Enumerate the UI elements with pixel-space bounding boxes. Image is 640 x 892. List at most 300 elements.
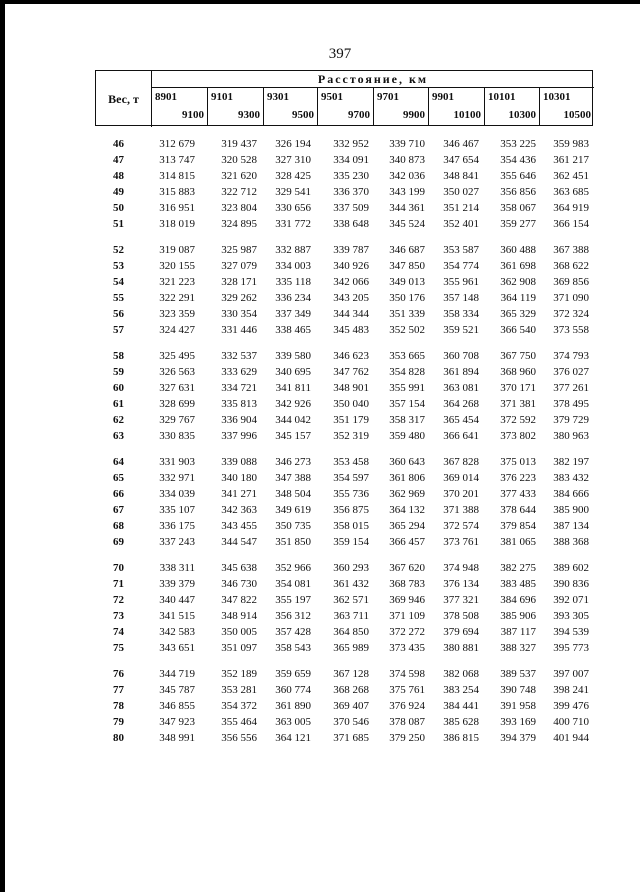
value-cell: 393 169	[500, 716, 536, 728]
value-cell: 334 039	[159, 488, 195, 500]
range-from: 9901	[432, 91, 454, 103]
value-cell: 358 543	[275, 642, 311, 654]
weight-cell: 55	[113, 292, 124, 304]
value-cell: 361 698	[500, 260, 536, 272]
value-cell: 373 558	[553, 324, 589, 336]
value-cell: 379 729	[553, 414, 589, 426]
table-row	[95, 698, 593, 715]
value-cell: 378 508	[443, 610, 479, 622]
value-cell: 350 027	[443, 186, 479, 198]
value-cell: 350 176	[389, 292, 425, 304]
value-cell: 371 685	[333, 732, 369, 744]
value-cell: 354 372	[221, 700, 257, 712]
value-cell: 376 027	[553, 366, 589, 378]
value-cell: 360 774	[275, 684, 311, 696]
value-cell: 337 509	[333, 202, 369, 214]
value-cell: 331 772	[275, 218, 311, 230]
weight-cell: 70	[113, 562, 124, 574]
value-cell: 344 719	[159, 668, 195, 680]
value-cell: 345 483	[333, 324, 369, 336]
value-cell: 377 261	[553, 382, 589, 394]
value-cell: 334 091	[333, 154, 369, 166]
value-cell: 372 272	[389, 626, 425, 638]
value-cell: 360 643	[389, 456, 425, 468]
value-cell: 332 971	[159, 472, 195, 484]
value-cell: 381 065	[500, 536, 536, 548]
value-cell: 373 761	[443, 536, 479, 548]
value-cell: 339 580	[275, 350, 311, 362]
table-row	[95, 518, 593, 535]
value-cell: 395 773	[553, 642, 589, 654]
value-cell: 383 432	[553, 472, 589, 484]
value-cell: 367 128	[333, 668, 369, 680]
value-cell: 388 368	[553, 536, 589, 548]
value-cell: 351 214	[443, 202, 479, 214]
value-cell: 384 696	[500, 594, 536, 606]
table-row	[95, 428, 593, 445]
table-row	[95, 216, 593, 233]
value-cell: 351 179	[333, 414, 369, 426]
table-row	[95, 200, 593, 217]
value-cell: 330 835	[159, 430, 195, 442]
value-cell: 397 007	[553, 668, 589, 680]
value-cell: 365 989	[333, 642, 369, 654]
value-cell: 375 761	[389, 684, 425, 696]
value-cell: 352 502	[389, 324, 425, 336]
value-cell: 335 107	[159, 504, 195, 516]
range-header-5	[429, 88, 485, 126]
value-cell: 382 275	[500, 562, 536, 574]
value-cell: 363 005	[275, 716, 311, 728]
value-cell: 312 679	[159, 138, 195, 150]
value-cell: 369 856	[553, 276, 589, 288]
value-cell: 349 013	[389, 276, 425, 288]
value-cell: 362 969	[389, 488, 425, 500]
value-cell: 348 914	[221, 610, 257, 622]
value-cell: 338 311	[159, 562, 195, 574]
value-cell: 373 435	[389, 642, 425, 654]
range-from: 9301	[267, 91, 289, 103]
value-cell: 330 656	[275, 202, 311, 214]
value-cell: 327 079	[221, 260, 257, 272]
table-row	[95, 274, 593, 291]
value-cell: 351 097	[221, 642, 257, 654]
value-cell: 366 154	[553, 218, 589, 230]
table-header	[95, 70, 593, 126]
value-cell: 385 900	[553, 504, 589, 516]
value-cell: 353 665	[389, 350, 425, 362]
value-cell: 376 134	[443, 578, 479, 590]
value-cell: 361 217	[553, 154, 589, 166]
weight-cell: 58	[113, 350, 124, 362]
value-cell: 374 793	[553, 350, 589, 362]
value-cell: 342 066	[333, 276, 369, 288]
table-row	[95, 290, 593, 307]
value-cell: 338 465	[275, 324, 311, 336]
range-to: 9100	[182, 109, 204, 121]
value-cell: 364 132	[389, 504, 425, 516]
value-cell: 339 088	[221, 456, 257, 468]
value-cell: 320 528	[221, 154, 257, 166]
value-cell: 394 539	[553, 626, 589, 638]
page-number: 397	[328, 46, 352, 62]
value-cell: 325 987	[221, 244, 257, 256]
value-cell: 326 194	[275, 138, 311, 150]
value-cell: 367 388	[553, 244, 589, 256]
value-cell: 340 180	[221, 472, 257, 484]
value-cell: 342 363	[221, 504, 257, 516]
value-cell: 346 467	[443, 138, 479, 150]
value-cell: 377 321	[443, 594, 479, 606]
value-cell: 313 747	[159, 154, 195, 166]
value-cell: 391 958	[500, 700, 536, 712]
weight-cell: 48	[113, 170, 124, 182]
value-cell: 350 040	[333, 398, 369, 410]
value-cell: 356 556	[221, 732, 257, 744]
weight-cell: 56	[113, 308, 124, 320]
value-cell: 321 223	[159, 276, 195, 288]
range-to: 9300	[238, 109, 260, 121]
value-cell: 352 401	[443, 218, 479, 230]
value-cell: 329 541	[275, 186, 311, 198]
value-cell: 345 638	[221, 562, 257, 574]
value-cell: 319 437	[221, 138, 257, 150]
range-to: 10500	[563, 109, 591, 121]
table-row	[95, 682, 593, 699]
value-cell: 370 546	[333, 716, 369, 728]
value-cell: 361 432	[333, 578, 369, 590]
weight-cell: 60	[113, 382, 124, 394]
table-row	[95, 502, 593, 519]
value-cell: 347 822	[221, 594, 257, 606]
weight-cell: 79	[113, 716, 124, 728]
value-cell: 353 587	[443, 244, 479, 256]
value-cell: 390 836	[553, 578, 589, 590]
value-cell: 378 495	[553, 398, 589, 410]
value-cell: 400 710	[553, 716, 589, 728]
scan-edge-top	[0, 0, 640, 4]
value-cell: 351 339	[389, 308, 425, 320]
value-cell: 359 659	[275, 668, 311, 680]
value-cell: 361 806	[389, 472, 425, 484]
value-cell: 339 379	[159, 578, 195, 590]
value-cell: 335 813	[221, 398, 257, 410]
weight-cell: 64	[113, 456, 124, 468]
value-cell: 356 856	[500, 186, 536, 198]
value-cell: 368 622	[553, 260, 589, 272]
value-cell: 343 199	[389, 186, 425, 198]
value-cell: 353 281	[221, 684, 257, 696]
value-cell: 371 381	[500, 398, 536, 410]
table-row	[95, 560, 593, 577]
table-row	[95, 364, 593, 381]
value-cell: 383 254	[443, 684, 479, 696]
table-row	[95, 152, 593, 169]
table-row	[95, 348, 593, 365]
value-cell: 355 991	[389, 382, 425, 394]
weight-cell: 69	[113, 536, 124, 548]
value-cell: 357 148	[443, 292, 479, 304]
value-cell: 334 721	[221, 382, 257, 394]
value-cell: 376 223	[500, 472, 536, 484]
value-cell: 385 628	[443, 716, 479, 728]
range-from: 9101	[211, 91, 233, 103]
weight-cell: 66	[113, 488, 124, 500]
value-cell: 339 710	[389, 138, 425, 150]
value-cell: 364 121	[275, 732, 311, 744]
value-cell: 344 344	[333, 308, 369, 320]
value-cell: 364 919	[553, 202, 589, 214]
distance-header: Расстояние, км	[152, 71, 594, 88]
weight-cell: 62	[113, 414, 124, 426]
value-cell: 340 873	[389, 154, 425, 166]
range-from: 10101	[488, 91, 516, 103]
value-cell: 339 787	[333, 244, 369, 256]
weight-cell: 52	[113, 244, 124, 256]
weight-cell: 80	[113, 732, 124, 744]
value-cell: 332 887	[275, 244, 311, 256]
table-row	[95, 168, 593, 185]
value-cell: 384 666	[553, 488, 589, 500]
value-cell: 320 155	[159, 260, 195, 272]
value-cell: 371 109	[389, 610, 425, 622]
range-to: 9500	[292, 109, 314, 121]
range-header-7	[540, 88, 594, 126]
value-cell: 365 329	[500, 308, 536, 320]
value-cell: 342 926	[275, 398, 311, 410]
weight-cell: 59	[113, 366, 124, 378]
weight-cell: 57	[113, 324, 124, 336]
value-cell: 382 068	[443, 668, 479, 680]
value-cell: 343 455	[221, 520, 257, 532]
value-cell: 355 197	[275, 594, 311, 606]
value-cell: 340 447	[159, 594, 195, 606]
value-cell: 336 904	[221, 414, 257, 426]
value-cell: 392 071	[553, 594, 589, 606]
weight-cell: 49	[113, 186, 124, 198]
value-cell: 359 480	[389, 430, 425, 442]
value-cell: 390 748	[500, 684, 536, 696]
value-cell: 353 225	[500, 138, 536, 150]
weight-cell: 63	[113, 430, 124, 442]
value-cell: 380 963	[553, 430, 589, 442]
value-cell: 358 015	[333, 520, 369, 532]
range-to: 9700	[348, 109, 370, 121]
value-cell: 354 436	[500, 154, 536, 166]
value-cell: 379 854	[500, 520, 536, 532]
value-cell: 340 926	[333, 260, 369, 272]
value-cell: 347 850	[389, 260, 425, 272]
value-cell: 324 427	[159, 324, 195, 336]
value-cell: 355 464	[221, 716, 257, 728]
value-cell: 349 619	[275, 504, 311, 516]
value-cell: 357 428	[275, 626, 311, 638]
value-cell: 372 592	[500, 414, 536, 426]
value-cell: 361 890	[275, 700, 311, 712]
value-cell: 367 750	[500, 350, 536, 362]
range-to: 10100	[453, 109, 481, 121]
value-cell: 369 946	[389, 594, 425, 606]
table-row	[95, 242, 593, 259]
value-cell: 329 767	[159, 414, 195, 426]
value-cell: 358 067	[500, 202, 536, 214]
value-cell: 366 641	[443, 430, 479, 442]
table-row	[95, 454, 593, 471]
value-cell: 363 711	[333, 610, 369, 622]
value-cell: 354 081	[275, 578, 311, 590]
value-cell: 341 515	[159, 610, 195, 622]
value-cell: 334 003	[275, 260, 311, 272]
value-cell: 345 787	[159, 684, 195, 696]
value-cell: 372 324	[553, 308, 589, 320]
weight-cell: 53	[113, 260, 124, 272]
value-cell: 348 841	[443, 170, 479, 182]
value-cell: 322 291	[159, 292, 195, 304]
value-cell: 377 433	[500, 488, 536, 500]
table-row	[95, 322, 593, 339]
value-cell: 325 495	[159, 350, 195, 362]
value-cell: 388 327	[500, 642, 536, 654]
value-cell: 340 695	[275, 366, 311, 378]
weight-column-header: Вес, т	[96, 71, 152, 127]
value-cell: 359 277	[500, 218, 536, 230]
table-row	[95, 592, 593, 609]
value-cell: 373 802	[500, 430, 536, 442]
value-cell: 337 243	[159, 536, 195, 548]
value-cell: 356 875	[333, 504, 369, 516]
value-cell: 369 014	[443, 472, 479, 484]
value-cell: 346 855	[159, 700, 195, 712]
value-cell: 322 712	[221, 186, 257, 198]
value-cell: 353 458	[333, 456, 369, 468]
value-cell: 369 407	[333, 700, 369, 712]
range-from: 9701	[377, 91, 399, 103]
value-cell: 359 983	[553, 138, 589, 150]
value-cell: 328 171	[221, 276, 257, 288]
value-cell: 366 540	[500, 324, 536, 336]
table-row	[95, 396, 593, 413]
table-row	[95, 624, 593, 641]
value-cell: 374 948	[443, 562, 479, 574]
value-cell: 383 485	[500, 578, 536, 590]
weight-cell: 76	[113, 668, 124, 680]
value-cell: 360 293	[333, 562, 369, 574]
weight-cell: 71	[113, 578, 124, 590]
value-cell: 351 850	[275, 536, 311, 548]
value-cell: 328 699	[159, 398, 195, 410]
value-cell: 378 087	[389, 716, 425, 728]
value-cell: 357 154	[389, 398, 425, 410]
value-cell: 344 547	[221, 536, 257, 548]
value-cell: 348 991	[159, 732, 195, 744]
value-cell: 364 119	[500, 292, 536, 304]
value-cell: 332 952	[333, 138, 369, 150]
value-cell: 352 319	[333, 430, 369, 442]
value-cell: 331 446	[221, 324, 257, 336]
table-row	[95, 184, 593, 201]
value-cell: 356 312	[275, 610, 311, 622]
value-cell: 368 268	[333, 684, 369, 696]
range-header-1	[208, 88, 264, 126]
value-cell: 354 774	[443, 260, 479, 272]
weight-cell: 51	[113, 218, 124, 230]
table-row	[95, 714, 593, 731]
range-header-3	[318, 88, 374, 126]
value-cell: 359 154	[333, 536, 369, 548]
value-cell: 365 454	[443, 414, 479, 426]
range-from: 10301	[543, 91, 571, 103]
value-cell: 338 648	[333, 218, 369, 230]
value-cell: 360 708	[443, 350, 479, 362]
range-from: 9501	[321, 91, 343, 103]
value-cell: 337 996	[221, 430, 257, 442]
value-cell: 384 441	[443, 700, 479, 712]
value-cell: 363 081	[443, 382, 479, 394]
table-row	[95, 576, 593, 593]
value-cell: 346 623	[333, 350, 369, 362]
value-cell: 399 476	[553, 700, 589, 712]
table-row	[95, 534, 593, 551]
weight-cell: 47	[113, 154, 124, 166]
value-cell: 341 271	[221, 488, 257, 500]
value-cell: 361 894	[443, 366, 479, 378]
scan-edge-left	[0, 0, 5, 892]
value-cell: 336 175	[159, 520, 195, 532]
value-cell: 347 388	[275, 472, 311, 484]
table-row	[95, 486, 593, 503]
value-cell: 354 828	[389, 366, 425, 378]
value-cell: 358 317	[389, 414, 425, 426]
value-cell: 355 736	[333, 488, 369, 500]
value-cell: 370 171	[500, 382, 536, 394]
weight-cell: 68	[113, 520, 124, 532]
table-row	[95, 412, 593, 429]
value-cell: 367 620	[389, 562, 425, 574]
value-cell: 372 574	[443, 520, 479, 532]
value-cell: 346 273	[275, 456, 311, 468]
value-cell: 355 646	[500, 170, 536, 182]
weight-cell: 74	[113, 626, 124, 638]
range-to: 9900	[403, 109, 425, 121]
value-cell: 398 241	[553, 684, 589, 696]
table-row	[95, 730, 593, 747]
table-row	[95, 258, 593, 275]
value-cell: 368 960	[500, 366, 536, 378]
value-cell: 352 966	[275, 562, 311, 574]
value-cell: 335 118	[275, 276, 311, 288]
value-cell: 341 811	[275, 382, 311, 394]
value-cell: 314 815	[159, 170, 195, 182]
value-cell: 344 042	[275, 414, 311, 426]
tariff-table	[95, 70, 595, 760]
value-cell: 347 654	[443, 154, 479, 166]
value-cell: 358 334	[443, 308, 479, 320]
value-cell: 378 644	[500, 504, 536, 516]
value-cell: 330 354	[221, 308, 257, 320]
table-row	[95, 666, 593, 683]
value-cell: 352 189	[221, 668, 257, 680]
value-cell: 362 451	[553, 170, 589, 182]
value-cell: 323 804	[221, 202, 257, 214]
weight-cell: 61	[113, 398, 124, 410]
value-cell: 342 583	[159, 626, 195, 638]
value-cell: 380 881	[443, 642, 479, 654]
value-cell: 331 903	[159, 456, 195, 468]
weight-cell: 65	[113, 472, 124, 484]
value-cell: 362 908	[500, 276, 536, 288]
value-cell: 359 521	[443, 324, 479, 336]
value-cell: 343 651	[159, 642, 195, 654]
